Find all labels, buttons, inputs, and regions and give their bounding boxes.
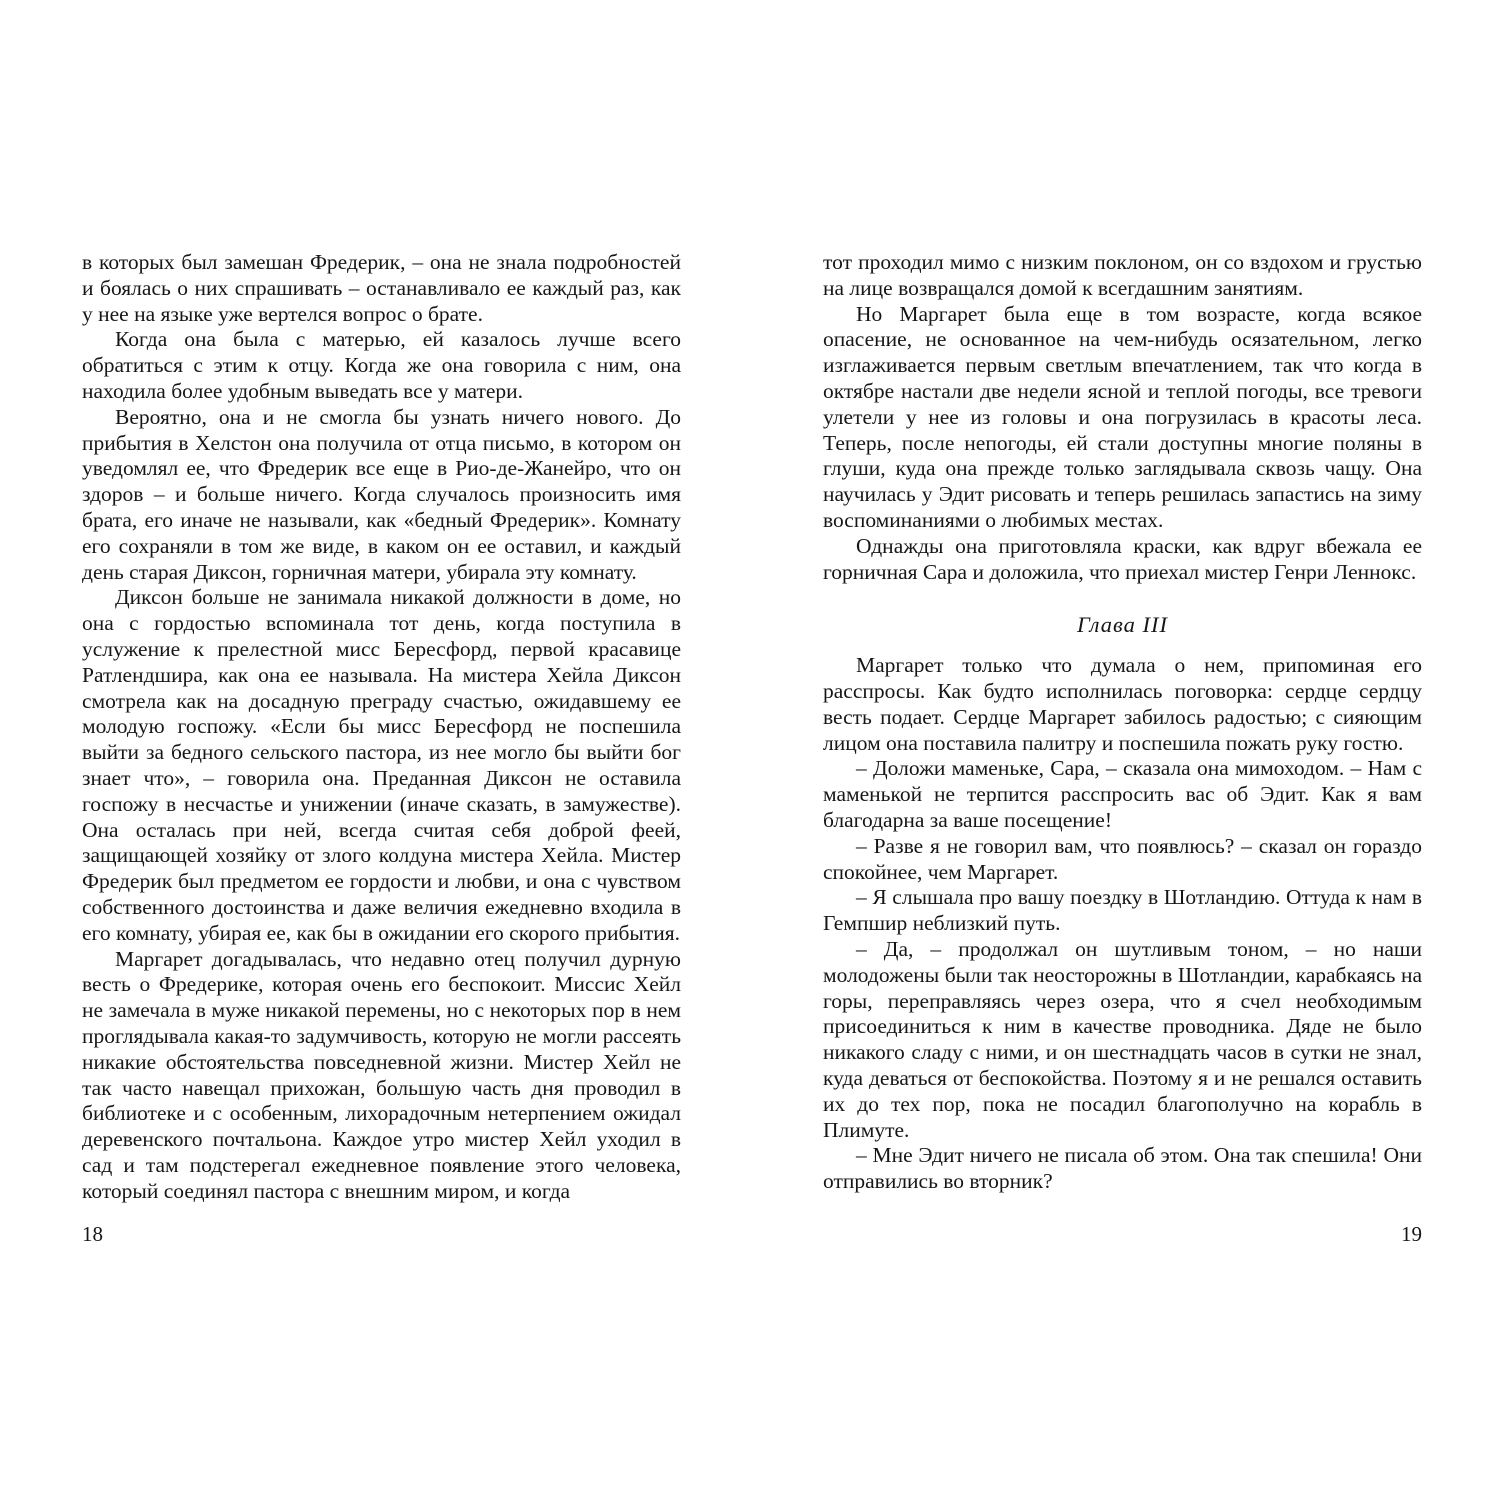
right-page-paragraph: – Мне Эдит ничего не писала об этом. Она так спешила! Они отправились во вторник? — [823, 1143, 1422, 1194]
right-page-paragraph: – Доложи маменьке, Сара, – сказала она мимоходом. – Нам с маменькой не терпится расспросить вас об Эдит. Как я вам благодарна за ваше посещение! — [823, 756, 1422, 832]
right-page-paragraph: Маргарет только что думала о нем, припоминая его расспросы. Как будто исполнилась поговорка: сердце сердцу весть подает. Сердце Маргарет забилось радостью; с сияющим лицом она поставила палитру и поспешила пожать руку гостю. — [823, 653, 1422, 755]
left-page-text-column — [82, 250, 681, 1204]
right-page-paragraph: Но Маргарет была еще в том возрасте, когда всякое опасение, не основанное на чем-нибудь осязательном, легко изглаживается первым светлым впечатлением, так что когда в октябре настали две недели ясной и теплой погоды, все тревоги улетели у нее из головы и она погрузилась в красоты леса. Теперь, после непогоды, ей стали доступны многие поляны в глуши, куда она прежде только заглядывала сквозь чащу. Она научилась у Эдит рисовать и теперь решилась запастись на зиму воспоминаниями о любимых местах. — [823, 301, 1422, 532]
right-page-paragraph: – Да, – продолжал он шутливым тоном, – но наши молодожены были так неосторожны в Шотландии, карабкаясь на горы, переправляясь через озера, что я счел необходимым присоединиться к ним в качестве проводника. Дяде не было никакого сладу с ними, и он шестнадцать часов в сутки не знал, куда деваться от беспокойства. Поэтому я и не решался оставить их до тех пор, пока не посадил благополучно на корабль в Плимуте. — [823, 936, 1422, 1142]
page-number-left: 18 — [82, 1222, 103, 1246]
right-page-paragraph: – Я слышала про вашу поездку в Шотландию. Оттуда к нам в Гемпшир неблизкий путь. — [823, 885, 1422, 936]
right-page-paragraph: – Разве я не говорил вам, что появлюсь? – сказал он гораздо спокойнее, чем Маргарет. — [823, 833, 1422, 884]
left-page-paragraph: в которых был замешан Фредерик, – она не знала подробностей и боялась о них спрашивать – останавливало ее каждый раз, как у нее на языке уже вертелся вопрос о брате. — [82, 250, 681, 326]
right-page-paragraph: тот проходил мимо с низким поклоном, он со вздохом и грустью на лице возвращался домой к всегдашним занятиям. — [823, 250, 1422, 300]
left-page-paragraph: Диксон больше не занимала никакой должности в доме, но она с гордостью вспоминала тот день, когда поступила в услужение к прелестной мисс Бересфорд, первой красавице Ратлендшира, как она ее называла. На мистера Хейла Диксон смотрела как на досадную преграду счастью, ожидавшему ее молодую госпожу. «Если бы мисс Бересфорд не поспешила выйти за бедного сельского пастора, из нее могло бы выйти бог знает что», – говорила она. Преданная Диксон не оставила госпожу в несчастье и унижении (иначе сказать, в замужестве). Она осталась при ней, всегда считая себя доброй феей, защищающей хозяйку от злого колдуна мистера Хейла. Мистер Фредерик был предметом ее гордости и любви, и она с чувством собственного достоинства и даже величия ежедневно входила в его комнату, убирая ее, как бы в ожидании его скорого прибытия. — [82, 585, 681, 945]
left-page-paragraph: Вероятно, она и не смогла бы узнать ничего нового. До прибытия в Хелстон она получила от отца письмо, в котором он уведомлял ее, что Фредерик все еще в Рио-де-Жанейро, что он здоров – и больше ничего. Когда случалось произносить имя брата, его иначе не называли, как «бедный Фредерик». Комнату его сохраняли в том же виде, в каком он ее оставил, и каждый день старая Диксон, горничная матери, убирала эту комнату. — [82, 404, 681, 584]
left-page-paragraph: Когда она была с матерью, ей казалось лучше всего обратиться с этим к отцу. Когда же она говорила с ним, она находила более удобным выведать все у матери. — [82, 327, 681, 403]
right-page-paragraph: Однажды она приготовляла краски, как вдруг вбежала ее горничная Сара и доложила, что приехал мистер Генри Леннокс. — [823, 533, 1422, 584]
chapter-heading: Глава III — [1077, 612, 1168, 638]
page-number-right: 19 — [1401, 1222, 1422, 1246]
left-page-paragraph: Маргарет догадывалась, что недавно отец получил дурную весть о Фредерике, которая очень его беспокоит. Миссис Хейл не замечала в муже никакой перемены, но с некоторых пор в нем проглядывала какая-то задумчивость, которую не могли рассеять никакие обстоятельства повседневной жизни. Мистер Хейл не так часто навещал прихожан, большую часть дня проводил в библиотеке и с особенным, лихорадочным нетерпением ожидал деревенского почтальона. Каждое утро мистер Хейл уходил в сад и там подстерегал ежедневное появление этого человека, который соединял пастора с внешним миром, и когда — [82, 946, 681, 1203]
right-page-text-column — [823, 250, 1422, 1195]
